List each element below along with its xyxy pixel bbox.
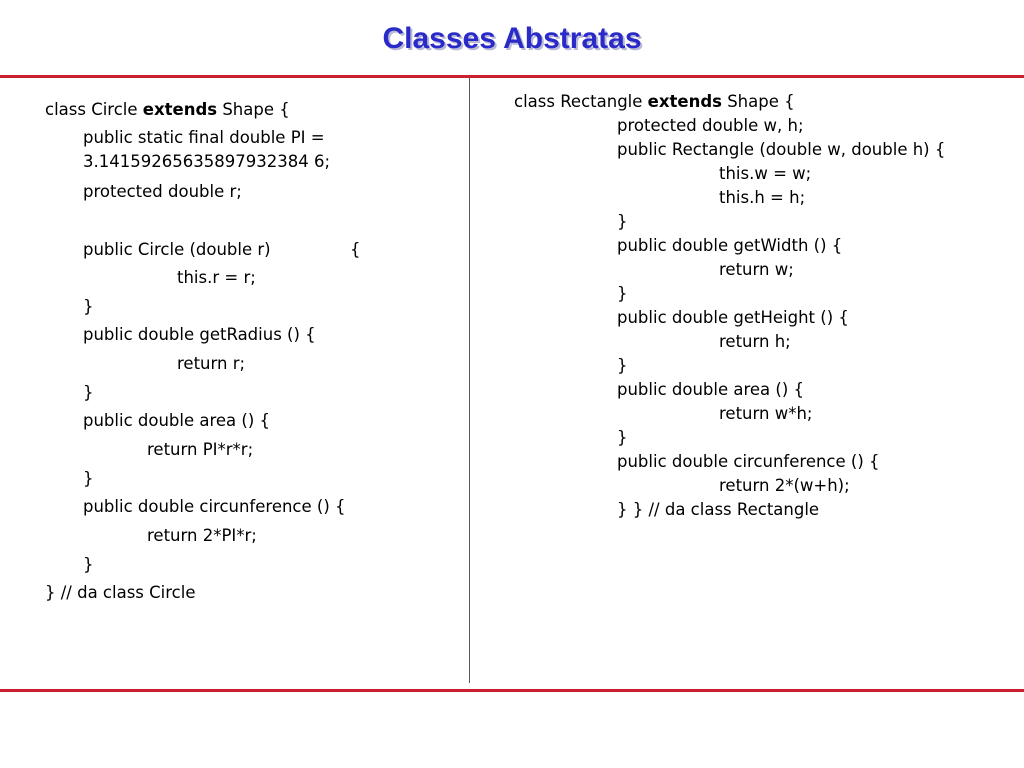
circle-constructor-close: } — [83, 297, 94, 316]
rectangle-constructor-body-w: this.w = w; — [719, 164, 812, 183]
circle-constructor-body: this.r = r; — [177, 268, 256, 287]
rectangle-circunference-body: return 2*(w+h); — [719, 476, 850, 495]
get-radius-close: } — [83, 383, 94, 402]
get-width-signature: public double getWidth () { — [617, 236, 843, 255]
rectangle-constructor-signature: public Rectangle (double w, double h) { — [617, 140, 946, 159]
class-keyword-text: class Rectangle — [514, 92, 648, 111]
circle-class-close: } // da class Circle — [45, 583, 196, 602]
rectangle-constructor-body-h: this.h = h; — [719, 188, 806, 207]
column-divider — [469, 78, 470, 683]
top-divider-line — [0, 75, 1024, 78]
extends-keyword: extends — [142, 100, 218, 119]
bottom-divider-line — [0, 689, 1024, 692]
pi-declaration-line2: 3.14159265635897932384 6; — [83, 152, 331, 171]
circle-circunference-body: return 2*PI*r; — [147, 526, 257, 545]
get-height-close: } — [617, 356, 628, 375]
rectangle-area-close: } — [617, 428, 628, 447]
circle-constructor-signature: public Circle (double r) — [83, 240, 271, 259]
get-radius-body: return r; — [177, 354, 246, 373]
circle-constructor-brace: { — [350, 240, 361, 259]
superclass-text: Shape { — [721, 92, 795, 111]
rectangle-area-body: return w*h; — [719, 404, 813, 423]
superclass-text: Shape { — [217, 100, 290, 119]
extends-keyword: extends — [647, 92, 722, 111]
get-width-body: return w; — [719, 260, 794, 279]
rectangle-class-header — [514, 92, 795, 111]
circle-circunference-close: } — [83, 555, 94, 574]
rectangle-circunference-signature: public double circunference () { — [617, 452, 880, 471]
class-keyword-text: class Circle — [45, 100, 143, 119]
rectangle-fields: protected double w, h; — [617, 116, 804, 135]
circle-circunference-signature: public double circunference () { — [83, 497, 346, 516]
get-height-signature: public double getHeight () { — [617, 308, 849, 327]
circle-class-header — [45, 100, 290, 119]
rectangle-constructor-close: } — [617, 212, 628, 231]
rectangle-area-signature: public double area () { — [617, 380, 805, 399]
rectangle-class-close: } } // da class Rectangle — [617, 500, 820, 519]
get-width-close: } — [617, 284, 628, 303]
slide-title: Classes Abstratas — [382, 22, 642, 55]
radius-field: protected double r; — [83, 182, 242, 201]
get-radius-signature: public double getRadius () { — [83, 325, 316, 344]
pi-declaration-line1: public static final double PI = — [83, 128, 325, 147]
get-height-body: return h; — [719, 332, 791, 351]
circle-area-signature: public double area () { — [83, 411, 271, 430]
circle-area-close: } — [83, 469, 94, 488]
circle-area-body: return PI*r*r; — [147, 440, 254, 459]
